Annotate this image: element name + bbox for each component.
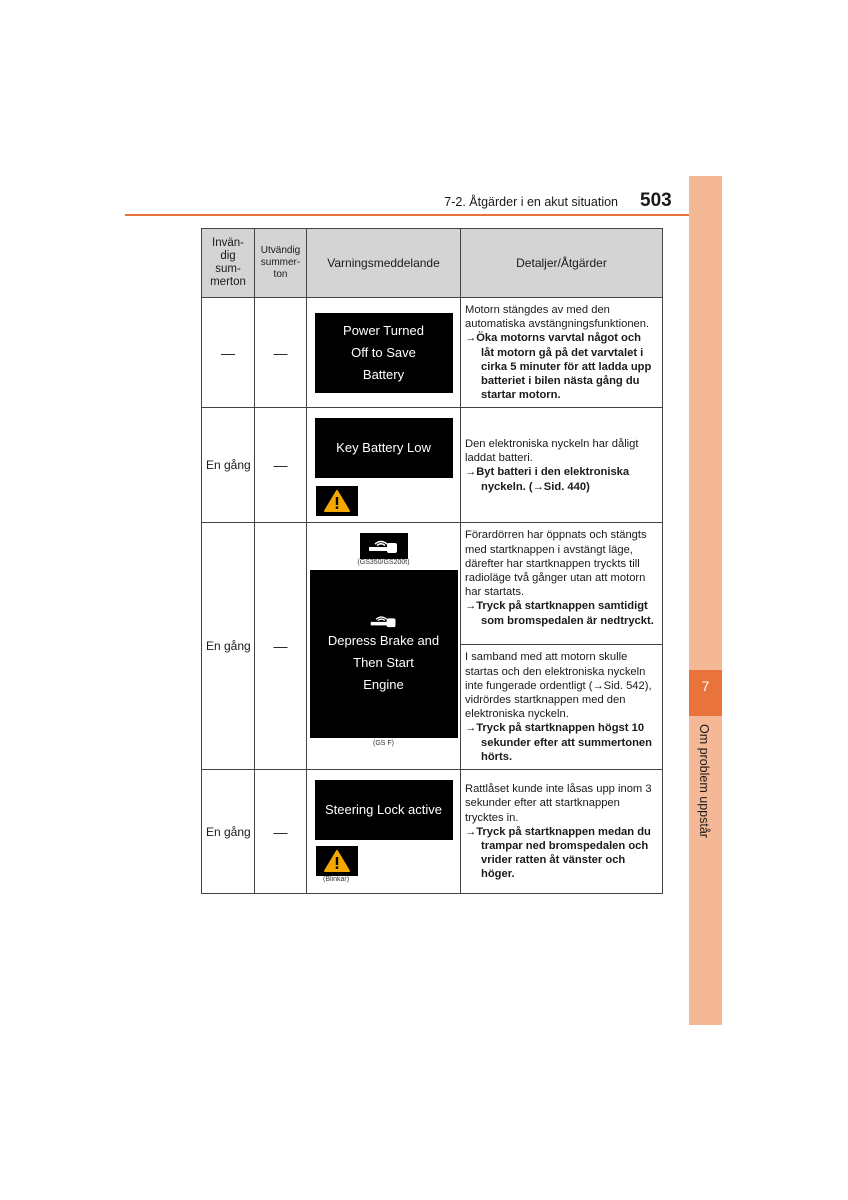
details-cell — [461, 298, 663, 408]
details-cell — [461, 645, 663, 770]
message-cell — [307, 523, 461, 770]
exterior-buzzer-cell: — — [255, 298, 307, 408]
screen-line: Engine — [363, 677, 404, 693]
interior-buzzer-cell: En gång — [202, 770, 255, 894]
interior-buzzer-cell: En gång — [202, 408, 255, 523]
action-text: →Byt batteri i den elektroniska nyckeln. (→Sid. 440) — [465, 466, 630, 493]
header-details: Detaljer/Åtgärder — [461, 229, 663, 298]
warning-table — [201, 228, 663, 894]
message-cell — [307, 298, 461, 408]
icon-caption: (GS350/GS200t) — [357, 559, 410, 567]
message-cell — [307, 408, 461, 523]
page-number: 503 — [640, 190, 672, 211]
chapter-side-tab — [689, 176, 722, 1025]
message-screen — [315, 313, 453, 393]
header-message: Varningsmeddelande — [307, 229, 461, 298]
exterior-buzzer-cell: — — [255, 770, 307, 894]
detail-text: Den elektroniska nyckeln har dåligt laddat batteri. — [465, 438, 639, 465]
screen-line: Then Start — [353, 655, 414, 671]
warning-icon — [316, 486, 358, 516]
detail-text: Förardörren har öppnats och stängts med startknappen i avstängt läge, därefter har startknappen tryckts till radioläge två gånger utan att motorn har startats. — [465, 529, 647, 599]
table-row — [202, 770, 663, 894]
action-text: →Tryck på startknappen medan du trampar ned bromspedalen och vrider ratten åt vänster och höger. — [465, 825, 651, 881]
interior-buzzer-cell: En gång — [202, 523, 255, 770]
section-title: 7-2. Åtgärder i en akut situation — [444, 195, 618, 209]
action-text: →Tryck på startknappen högst 10 sekunder efter att summertonen hörts. — [465, 722, 652, 763]
interior-buzzer-cell: — — [202, 298, 255, 408]
screen-line: Steering Lock active — [324, 802, 443, 818]
screen-line: Battery — [362, 366, 405, 382]
table-header-row — [202, 229, 663, 298]
header-interior-buzzer: Invän- dig sum- merton — [202, 229, 255, 298]
chapter-number: 7 — [689, 670, 722, 716]
exterior-buzzer-cell: — — [255, 523, 307, 770]
message-screen — [315, 418, 453, 478]
message-screen — [315, 780, 453, 840]
details-cell — [461, 408, 663, 523]
chapter-title: Om problem uppstår — [697, 724, 711, 838]
action-text: →Tryck på startknappen samtidigt som bromspedalen är nedtryckt. — [465, 600, 654, 627]
key-icon — [360, 533, 408, 559]
message-screen — [310, 570, 458, 738]
table-row — [202, 408, 663, 523]
screen-line: Power Turned — [343, 322, 424, 338]
exterior-buzzer-cell: — — [255, 408, 307, 523]
action-text: →Öka motorns varvtal något och låt motorn gå på det varvtalet i cirka 5 minuter för att ladda upp batteriet i bilen nästa gång du startar motorn. — [465, 332, 652, 402]
screen-caption: (GS F) — [373, 740, 394, 748]
table-row — [202, 523, 663, 645]
key-icon — [369, 612, 399, 630]
detail-text: Motorn stängdes av med den automatiska avstängningsfunktionen. — [465, 304, 650, 331]
details-cell — [461, 523, 663, 645]
warning-icon — [316, 846, 358, 876]
table-row — [202, 298, 663, 408]
header-rule — [125, 214, 689, 216]
screen-line: Depress Brake and — [327, 633, 440, 649]
message-cell — [307, 770, 461, 894]
details-cell — [461, 770, 663, 894]
screen-line: Off to Save — [351, 344, 416, 360]
screen-line: Key Battery Low — [336, 440, 431, 456]
warning-caption: (Blinkar) — [323, 876, 350, 884]
header-exterior-buzzer: Utvändig summer- ton — [255, 229, 307, 298]
detail-text: I samband med att motorn skulle startas och den elektroniska nyckeln inte fungerade ordentligt (→Sid. 542), vidrördes startknappen med den elektroniska nyckeln. — [465, 651, 652, 721]
detail-text: Rattlåset kunde inte låsas upp inom 3 sekunder efter att startknappen trycktes in. — [465, 783, 652, 824]
